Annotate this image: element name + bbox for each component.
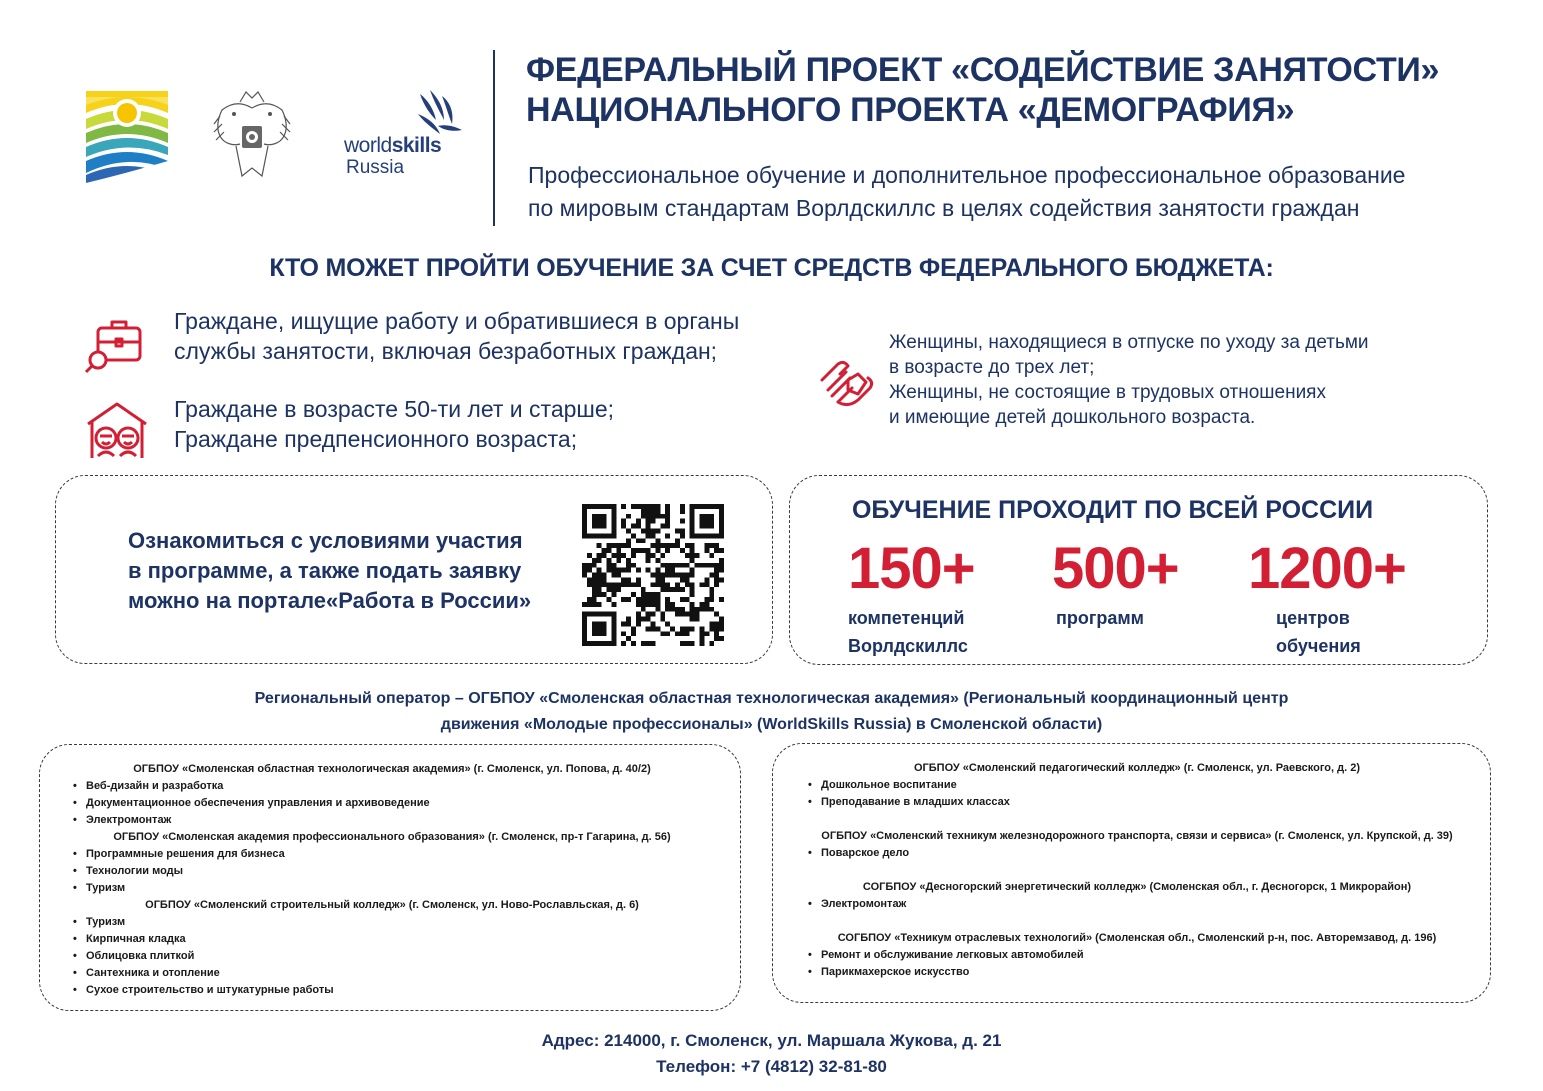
stat-label: центров [1276, 608, 1350, 628]
eligibility-text: Граждане в возрасте 50-ти лет и старше; Граждане предпенсионного возраста; [174, 396, 615, 452]
institutions-left-list [72, 761, 712, 999]
stat-value: 1200+ [1248, 536, 1406, 601]
worldskills-logo [344, 90, 469, 182]
competency-list [807, 896, 1467, 913]
stat-label: компетенций [848, 608, 965, 628]
qr-code-icon[interactable] [582, 504, 724, 646]
worldskills-flame-icon [414, 90, 466, 136]
stat-value: 150+ [848, 536, 975, 601]
competency-list [72, 778, 712, 829]
eligibility-text: Граждане, ищущие работу и обратившиеся в органы службы занятости, включая безработных граждан; [174, 308, 740, 364]
stat-programs [1052, 534, 1179, 632]
stat-value: 500+ [1052, 536, 1179, 601]
competency-item: • Туризм [72, 914, 712, 931]
institutions-right-box [772, 743, 1491, 1003]
competency-item: • Преподавание в младших классах [807, 794, 1467, 811]
competency-item: • Облицовка плиткой [72, 948, 712, 965]
eligibility-heading: КТО МОЖЕТ ПРОЙТИ ОБУЧЕНИЕ ЗА СЧЕТ СРЕДСТВ ФЕДЕРАЛЬНОГО БЮДЖЕТА: [269, 254, 1274, 282]
institution-name: ОГБПОУ «Смоленский педагогический колледж» (г. Смоленск, ул. Раевского, д. 2) [913, 762, 1361, 774]
competency-item: • Туризм [72, 880, 712, 897]
institutions-right-list [807, 760, 1467, 981]
header-divider [493, 50, 495, 226]
competency-list [72, 914, 712, 999]
portal-info-box [55, 475, 773, 664]
training-stats-box [789, 475, 1488, 665]
regional-operator: Региональный оператор – ОГБПОУ «Смоленская областная технологическая академия» (Региональный координационный центр движения «Молодые профессионалы» (WorldSkills Russia) в Смоленской области) [254, 690, 1289, 733]
worldskills-wordmark: worldskills [344, 134, 442, 157]
stat-label: программ [1056, 608, 1144, 628]
institution-name: ОГБПОУ «Смоленская академия профессионального образования» (г. Смоленск, пр-т Гагарина, д. 56) [113, 831, 671, 843]
competency-list [72, 846, 712, 897]
portal-info-text: Ознакомиться с условиями участия в программе, а также подать заявку можно на портале«Работа в России» [128, 528, 532, 613]
caring-hands-icon [818, 350, 874, 410]
institution-name: СОГБПОУ «Десногорский энергетический колледж» (Смоленская обл., г. Десногорск, 1 Микрорайон) [862, 881, 1412, 893]
worldskills-russia: Russia [346, 157, 405, 178]
stat-centers [1248, 534, 1406, 660]
competency-list [807, 845, 1467, 862]
institution-name: ОГБПОУ «Смоленский техникум железнодорожного транспорта, связи и сервиса» (г. Смоленск, ул. Крупской, д. 39) [821, 830, 1453, 842]
page-subtitle: Профессиональное обучение и дополнительное профессиональное образование по мировым стандартам Ворлдскиллс в целях содействия занятости граждан [528, 162, 1406, 221]
institutions-left-box [39, 744, 741, 1011]
competency-item: • Электромонтаж [807, 896, 1467, 913]
eligibility-text: Женщины, находящиеся в отпуске по уходу за детьми в возрасте до трех лет; Женщины, не состоящие в трудовых отношениях и имеющие детей дошкольного возраста. [889, 332, 1369, 428]
page-title: ФЕДЕРАЛЬНЫЙ ПРОЕКТ «СОДЕЙСТВИЕ ЗАНЯТОСТИ» НАЦИОНАЛЬНОГО ПРОЕКТА «ДЕМОГРАФИЯ» [526, 51, 1440, 129]
competency-item: • Веб-дизайн и разработка [72, 778, 712, 795]
spacer [807, 862, 1467, 879]
stat-label: обучения [1276, 636, 1361, 656]
competency-item: • Дошкольное воспитание [807, 777, 1467, 794]
phone: Телефон: +7 (4812) 32-81-80 [656, 1057, 887, 1076]
institution-name: ОГБПОУ «Смоленский строительный колледж» (г. Смоленск, ул. Ново-Рославльская, д. 6) [145, 899, 639, 911]
competency-item: • Поварское дело [807, 845, 1467, 862]
double-eagle-emblem-icon [212, 88, 292, 184]
competency-item: • Сантехника и отопление [72, 965, 712, 982]
briefcase-search-icon [84, 314, 144, 374]
logo-group [86, 88, 476, 188]
institution-name: ОГБПОУ «Смоленская областная технологическая академия» (г. Смоленск, ул. Попова, д. 40/2) [133, 763, 651, 775]
competency-item: • Программные решения для бизнеса [72, 846, 712, 863]
competency-item: • Парикмахерское искусство [807, 964, 1467, 981]
contact-footer [0, 1028, 1543, 1080]
competency-item: • Электромонтаж [72, 812, 712, 829]
competency-item: • Технологии моды [72, 863, 712, 880]
stat-label: Ворлдскиллс [848, 636, 968, 656]
institution-name: СОГБПОУ «Техникум отраслевых технологий» (Смоленская обл., Смоленский р-н, пос. Авторемзавод, д. 196) [837, 932, 1437, 944]
competency-list [807, 947, 1467, 981]
competency-item: • Кирпичная кладка [72, 931, 712, 948]
competency-item: • Ремонт и обслуживание легковых автомобилей [807, 947, 1467, 964]
employment-service-logo [86, 91, 168, 183]
spacer [807, 913, 1467, 930]
competency-list [807, 777, 1467, 811]
stats-heading: ОБУЧЕНИЕ ПРОХОДИТ ПО ВСЕЙ РОССИИ [851, 496, 1374, 524]
spacer [807, 811, 1467, 828]
stat-competencies [848, 534, 975, 660]
competency-item: • Документационное обеспечения управления и архивоведение [72, 795, 712, 812]
address: Адрес: 214000, г. Смоленск, ул. Маршала Жукова, д. 21 [541, 1031, 1002, 1050]
elderly-couple-icon [84, 400, 150, 460]
competency-item: • Сухое строительство и штукатурные работы [72, 982, 712, 999]
